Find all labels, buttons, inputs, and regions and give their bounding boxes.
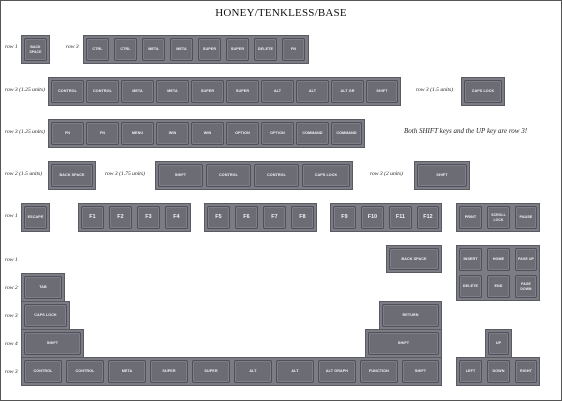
key-label: SHIFT xyxy=(414,369,427,374)
key-label: PRINT xyxy=(464,215,477,220)
fn-key[interactable] xyxy=(51,122,84,145)
key-label: BACK SPACE xyxy=(401,256,427,261)
meta-key[interactable] xyxy=(156,80,189,103)
menu-key[interactable] xyxy=(121,122,154,145)
key-label: FN xyxy=(99,131,106,136)
key-label: COMMAND xyxy=(302,131,323,136)
altgr-key[interactable] xyxy=(331,80,364,103)
f7-key[interactable] xyxy=(263,206,286,229)
f11-key[interactable] xyxy=(389,206,412,229)
delete-key[interactable] xyxy=(459,275,482,298)
row-label: row 1 xyxy=(5,257,18,263)
key-label: FN xyxy=(64,131,71,136)
key-label: PAUSE xyxy=(519,215,533,220)
end-key[interactable] xyxy=(487,275,510,298)
scrolllock-key[interactable] xyxy=(487,206,510,229)
f4-key[interactable] xyxy=(165,206,188,229)
key-label: SCROLL LOCK xyxy=(491,212,506,222)
key-label: SHIFT xyxy=(46,341,59,346)
key-label: SHIFT xyxy=(376,89,388,94)
f9-key[interactable] xyxy=(333,206,356,229)
home-key[interactable] xyxy=(487,248,510,271)
key-label: SUPER xyxy=(204,369,218,374)
shift-key[interactable] xyxy=(402,360,439,383)
f6-key[interactable] xyxy=(235,206,258,229)
key-label: SUPER xyxy=(230,47,245,52)
key-label: OPTION xyxy=(270,131,285,136)
function-key[interactable] xyxy=(360,360,398,383)
key-label: META xyxy=(132,89,143,94)
key-label: CAPS LOCK xyxy=(314,173,338,178)
option-key[interactable] xyxy=(226,122,259,145)
fn-key[interactable] xyxy=(282,38,305,61)
key-label: MENU xyxy=(131,131,144,136)
key-label: PAGE UP xyxy=(518,257,534,262)
key-label: SUPER xyxy=(202,47,217,52)
key-label: ALT xyxy=(273,89,282,94)
f3-key[interactable] xyxy=(137,206,160,229)
key-label: ALT GR xyxy=(340,89,355,94)
super-key[interactable] xyxy=(198,38,221,61)
key-label: CONTROL xyxy=(58,89,77,94)
capslock-key[interactable] xyxy=(464,80,502,103)
row-label: row 3 (2 units) xyxy=(370,171,403,177)
control-key[interactable] xyxy=(254,164,299,187)
key-label: ESCAPE xyxy=(27,215,44,220)
command-key[interactable] xyxy=(331,122,362,145)
key-label: SHIFT xyxy=(397,341,410,346)
alt-key[interactable] xyxy=(276,360,314,383)
super-key[interactable] xyxy=(150,360,188,383)
delete-key[interactable] xyxy=(254,38,277,61)
super-key[interactable] xyxy=(191,80,224,103)
control-key[interactable] xyxy=(66,360,104,383)
key-label: META xyxy=(167,89,178,94)
super-key[interactable] xyxy=(226,38,249,61)
key-label: ALT GRAPH xyxy=(325,369,349,374)
win-key[interactable] xyxy=(191,122,224,145)
print-key[interactable] xyxy=(459,206,482,229)
key-label: SUPER xyxy=(235,89,250,94)
key-label: PAGE DOWN xyxy=(520,281,532,291)
key-label: COMMAND xyxy=(336,131,357,136)
super-key[interactable] xyxy=(226,80,259,103)
ctrl-key[interactable] xyxy=(114,38,137,61)
f10-key[interactable] xyxy=(361,206,384,229)
capslock-key[interactable] xyxy=(24,304,67,327)
alt-key[interactable] xyxy=(234,360,272,383)
pagedown-key[interactable] xyxy=(515,275,537,298)
key-label: DELETE xyxy=(462,284,479,289)
f1-key[interactable] xyxy=(81,206,104,229)
key-label: CAPS LOCK xyxy=(471,89,495,94)
key-label: F9 xyxy=(341,214,348,221)
key-label: RETURN xyxy=(402,313,419,318)
key-label: F11 xyxy=(395,214,406,221)
down-arrow-key[interactable] xyxy=(487,360,510,383)
key-label: FUNCTION xyxy=(369,369,389,374)
diagram-title: HONEY/TENKLESS/BASE xyxy=(215,7,347,19)
f8-key[interactable] xyxy=(291,206,314,229)
key-label: META xyxy=(121,369,133,374)
key-label: TAB xyxy=(39,285,47,290)
key-label: INSERT xyxy=(463,257,478,262)
shift-key[interactable] xyxy=(366,80,398,103)
key-label: F10 xyxy=(367,214,378,221)
command-key[interactable] xyxy=(296,122,329,145)
row-label: row 3 xyxy=(66,44,79,50)
key-label: CTRL xyxy=(92,47,103,52)
tab-key[interactable] xyxy=(24,276,62,299)
key-label: SUPER xyxy=(200,89,215,94)
pageup-key[interactable] xyxy=(515,248,537,271)
key-label: HOME xyxy=(492,257,505,262)
key-label: F7 xyxy=(271,214,278,221)
key-label: F1 xyxy=(89,214,96,221)
key-label: DOWN xyxy=(492,369,505,374)
row-label: row 3 (1.5 units) xyxy=(416,87,454,93)
meta-key[interactable] xyxy=(142,38,165,61)
key-label: F2 xyxy=(117,214,124,221)
return-key[interactable] xyxy=(382,304,439,327)
key-label: SUPER xyxy=(162,369,176,374)
key-label: END xyxy=(494,284,503,289)
shift-key[interactable] xyxy=(368,332,439,355)
right-arrow-key[interactable] xyxy=(515,360,537,383)
backspace-key[interactable] xyxy=(51,164,93,187)
key-label: META xyxy=(148,47,159,52)
key-label: CAPS LOCK xyxy=(34,313,57,318)
meta-key[interactable] xyxy=(121,80,154,103)
shift-key[interactable] xyxy=(417,164,467,187)
super-key[interactable] xyxy=(192,360,230,383)
f2-key[interactable] xyxy=(109,206,132,229)
key-label: WIN xyxy=(168,131,177,136)
option-key[interactable] xyxy=(261,122,294,145)
left-arrow-key[interactable] xyxy=(459,360,482,383)
row-label: row 3 xyxy=(5,369,18,375)
key-label: SHIFT xyxy=(436,173,448,178)
control-key[interactable] xyxy=(206,164,251,187)
ctrl-key[interactable] xyxy=(86,38,109,61)
alt-key[interactable] xyxy=(261,80,294,103)
altgraph-key[interactable] xyxy=(318,360,356,383)
row-label: row 4 xyxy=(5,341,18,347)
key-label: DELETE xyxy=(257,47,274,52)
key-label: ALT xyxy=(308,89,317,94)
key-label: META xyxy=(176,47,187,52)
key-label: WIN xyxy=(203,131,212,136)
f5-key[interactable] xyxy=(207,206,230,229)
key-label: ALT xyxy=(249,369,257,374)
key-label: FN xyxy=(290,47,297,52)
row-label: row 3 (1.25 units) xyxy=(5,129,45,135)
key-label: SHIFT xyxy=(174,173,187,178)
key-label: F5 xyxy=(215,214,222,221)
row-label: row 3 (1.25 units) xyxy=(5,87,45,93)
key-label: BACK SPACE xyxy=(59,173,85,178)
key-label: CONTROL xyxy=(267,173,286,178)
key-label: CONTROL xyxy=(93,89,112,94)
note-text: Both SHIFT keys and the UP key are row 3! xyxy=(404,127,528,135)
key-label: BACK SPACE xyxy=(29,44,42,54)
row-label: row 1 xyxy=(5,213,18,219)
win-key[interactable] xyxy=(156,122,189,145)
key-label: CONTROL xyxy=(33,369,53,374)
fn-key[interactable] xyxy=(86,122,119,145)
key-label: LEFT xyxy=(465,369,476,374)
control-key[interactable] xyxy=(51,80,84,103)
shift-key[interactable] xyxy=(158,164,203,187)
up-arrow-key[interactable] xyxy=(488,332,509,355)
insert-key[interactable] xyxy=(459,248,482,271)
key-label: OPTION xyxy=(235,131,250,136)
key-label: ALT xyxy=(291,369,299,374)
backspace-key[interactable] xyxy=(24,38,47,61)
key-label: F3 xyxy=(145,214,152,221)
capslock-key[interactable] xyxy=(302,164,350,187)
key-label: F12 xyxy=(423,214,433,221)
key-label: CTRL xyxy=(120,47,131,52)
backspace-key[interactable] xyxy=(389,248,439,270)
row-label: row 3 xyxy=(5,313,18,319)
escape-key[interactable] xyxy=(24,206,47,229)
key-label: CONTROL xyxy=(75,369,95,374)
meta-key[interactable] xyxy=(108,360,146,383)
row-label: row 1 xyxy=(5,44,18,50)
control-key[interactable] xyxy=(86,80,119,103)
row-label: row 2 (1.5 units) xyxy=(5,171,43,177)
key-label: RIGHT xyxy=(520,369,532,374)
key-label: F8 xyxy=(299,214,306,221)
key-label: UP xyxy=(495,341,502,346)
control-key[interactable] xyxy=(24,360,62,383)
pause-key[interactable] xyxy=(515,206,537,229)
meta-key[interactable] xyxy=(170,38,193,61)
f12-key[interactable] xyxy=(417,206,439,229)
shift-key[interactable] xyxy=(24,332,81,355)
key-label: F4 xyxy=(173,214,180,221)
row-label: row 3 (1.75 units) xyxy=(105,171,145,177)
key-label: CONTROL xyxy=(219,173,238,178)
key-label: F6 xyxy=(243,214,250,221)
alt-key[interactable] xyxy=(296,80,329,103)
row-label: row 2 xyxy=(5,285,18,291)
